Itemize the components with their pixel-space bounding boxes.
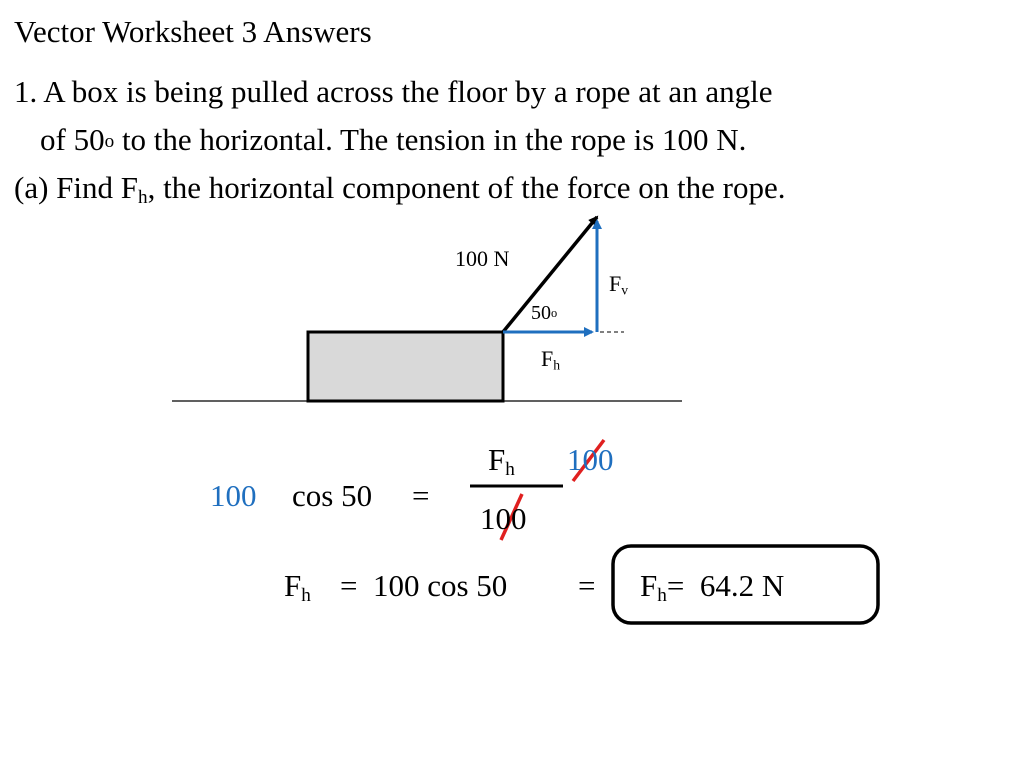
eq1-equals: = [412, 478, 430, 513]
eq2-lhs [284, 568, 311, 606]
frac-num-subscript: h [505, 458, 515, 480]
question-line-2-post: to the horizontal. The tension in the rope is 100 N. [114, 122, 747, 157]
fraction-multiplier: 100 [567, 442, 614, 477]
angle-degree: o [551, 306, 558, 321]
question-line-2-pre: of 50 [40, 122, 105, 157]
vertical-component-label [609, 271, 629, 298]
fraction-denominator: 100 [480, 501, 527, 536]
question-line-1: 1. A box is being pulled across the floor by a rope at an angle [14, 74, 773, 109]
answer-letter: F [640, 568, 658, 603]
eq1-lhs: cos 50 [292, 478, 373, 513]
tension-label: 100 N [455, 246, 510, 271]
horizontal-component-label [541, 346, 561, 373]
fh-subscript: h [553, 357, 561, 373]
angle-value: 50 [531, 302, 551, 324]
fv-letter: F [609, 271, 622, 296]
subscript-h: h [138, 186, 148, 208]
answer-subscript: h [657, 584, 667, 606]
eq2-equals: = [578, 568, 596, 603]
frac-num-letter: F [488, 442, 506, 477]
fraction-numerator [488, 442, 515, 480]
eq2-letter: F [284, 568, 302, 603]
question-part-a-post: , the horizontal component of the force on the rope. [147, 170, 786, 205]
degree-superscript: o [104, 131, 115, 153]
eq1-multiplier: 100 [210, 478, 257, 513]
eq2-subscript: h [301, 584, 311, 606]
fv-subscript: v [621, 282, 629, 298]
page-title: Vector Worksheet 3 Answers [14, 14, 372, 49]
eq2-rhs: = 100 cos 50 [340, 568, 508, 603]
answer-value: = 64.2 N [666, 568, 785, 603]
final-answer [640, 568, 785, 606]
question-part-a-pre: (a) Find F [14, 170, 138, 205]
fh-letter: F [541, 346, 554, 371]
angle-label [531, 303, 557, 323]
box [308, 332, 503, 401]
